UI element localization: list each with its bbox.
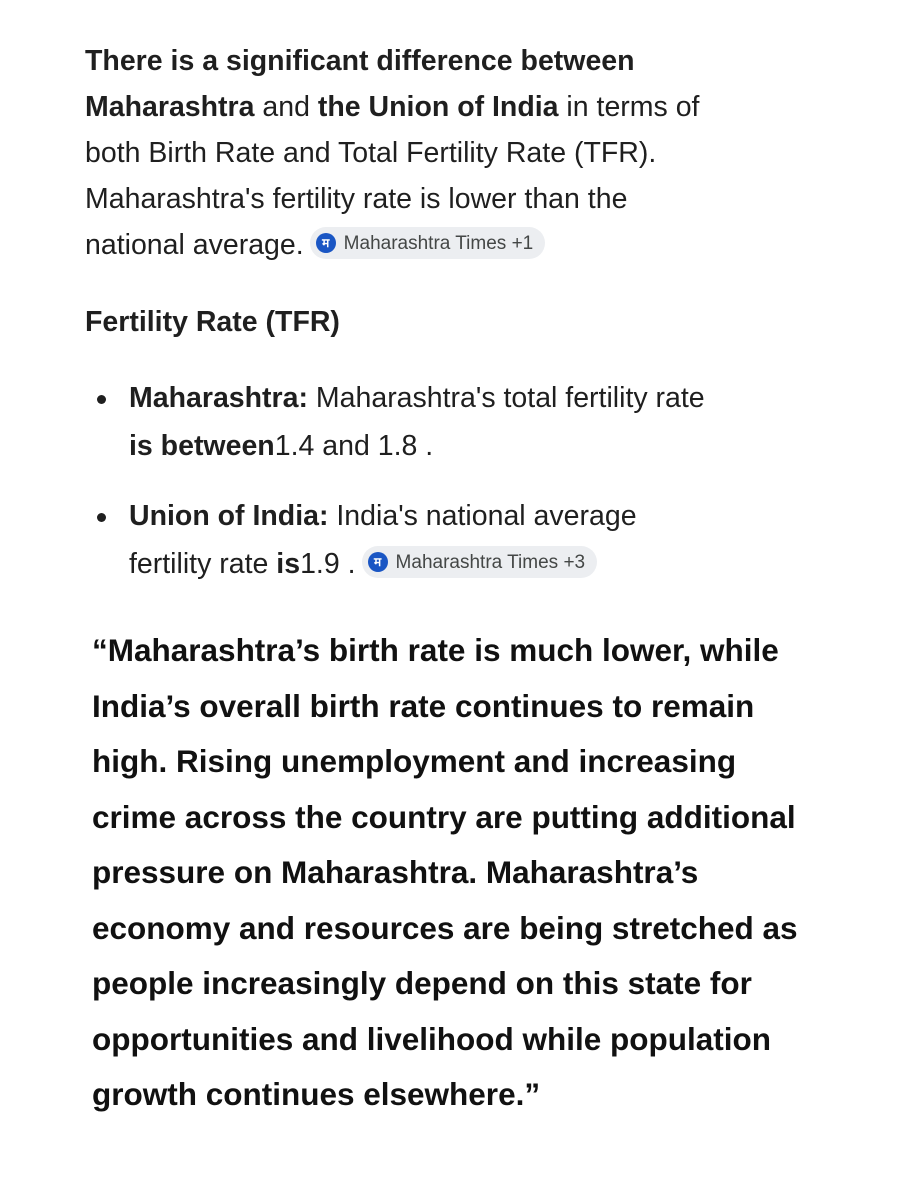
bullet-text: India's national average fertility rate bbox=[129, 500, 637, 580]
quote-block: “Maharashtra’s birth rate is much lower, while India’s overall birth rate continues to remain high. Rising unemployment and increasing crime across the country are putting additional pressure on Maharashtra. Maharashtra’s economy and resources are being stretched as people increasingly depend on this state for opportunities and livelihood while population growth continues elsewhere.” bbox=[92, 632, 798, 1112]
bullet-label: Union of India: bbox=[129, 500, 329, 532]
list-item-maharashtra bbox=[85, 374, 725, 470]
bullet-bold: is bbox=[276, 548, 301, 580]
list-item-union-of-india bbox=[85, 492, 725, 588]
intro-text: and bbox=[254, 91, 318, 123]
source-chip-2[interactable] bbox=[362, 546, 598, 578]
intro-bold-maharashtra: Maharashtra bbox=[85, 91, 255, 123]
bullet-label: Maharashtra: bbox=[129, 382, 308, 414]
fertility-list bbox=[85, 374, 725, 588]
bullet-icon bbox=[97, 395, 106, 404]
intro-paragraph bbox=[85, 38, 735, 268]
section-heading: Fertility Rate (TFR) bbox=[85, 306, 340, 338]
response-content bbox=[85, 38, 825, 1112]
maharashtra-times-icon: म bbox=[316, 233, 336, 253]
bullet-icon bbox=[97, 513, 106, 522]
intro-bold-lead: There is a significant difference between bbox=[85, 45, 635, 77]
source-chip-label: Maharashtra Times +3 bbox=[395, 551, 586, 573]
bullet-bold: is between bbox=[129, 430, 275, 462]
bullet-value: 1.4 and 1.8 . bbox=[274, 430, 434, 462]
source-chip-1[interactable] bbox=[310, 227, 546, 259]
maharashtra-times-icon: म bbox=[368, 552, 388, 572]
bullet-value: 1.9 . bbox=[300, 548, 356, 580]
bullet-text: Maharashtra's total fertility rate bbox=[307, 382, 705, 414]
source-chip-label: Maharashtra Times +1 bbox=[343, 232, 534, 254]
intro-bold-union: the Union of India bbox=[317, 91, 559, 123]
intro-text-rest: in terms of both Birth Rate and Total Fertility Rate (TFR). Maharashtra's fertility rate is lower than the national average. bbox=[85, 91, 700, 261]
